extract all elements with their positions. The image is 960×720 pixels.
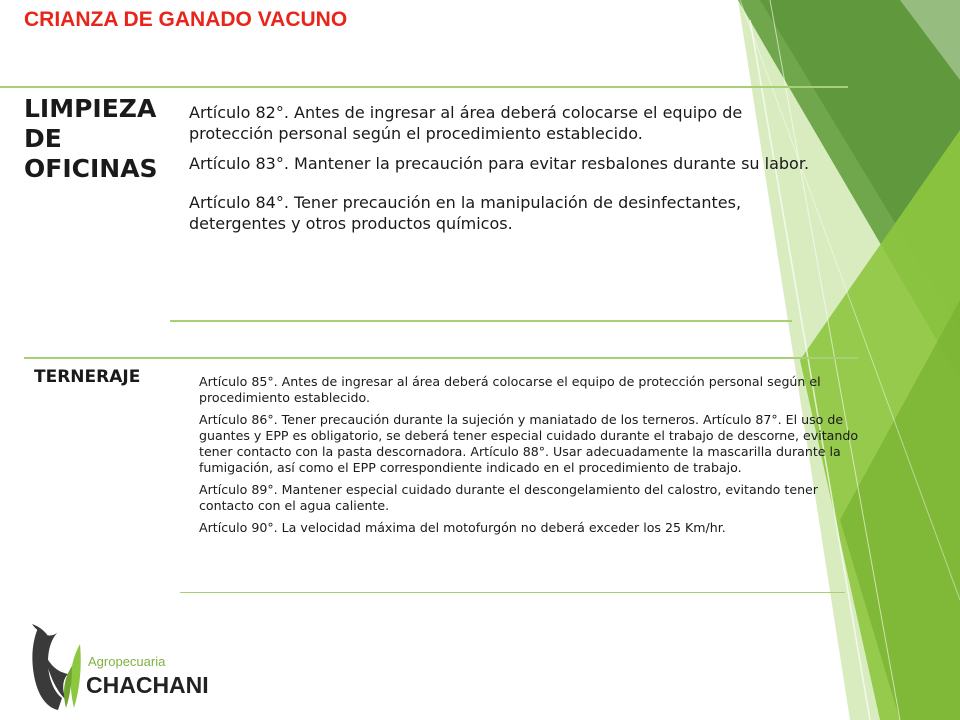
article-84: Artículo 84°. Tener precaución en la manipulación de desinfectantes, detergentes y otros productos químicos. [189, 193, 742, 233]
leaf-icon [64, 644, 81, 708]
page-title: CRIANZA DE GANADO VACUNO [24, 8, 348, 31]
article-list-terneraje [199, 374, 859, 542]
article-89: Artículo 89°. Mantener especial cuidado durante el descongelamiento del calostro, evitando tener contacto con el agua caliente. [199, 482, 818, 513]
article-90: Artículo 90°. La velocidad máxima del motofurgón no deberá exceder los 25 Km/hr. [199, 520, 726, 535]
article-85: Artículo 85°. Antes de ingresar al área deberá colocarse el equipo de protección personal según el procedimiento establecido. [199, 374, 821, 405]
article-82: Artículo 82°. Antes de ingresar al área deberá colocarse el equipo de protección personal según el procedimiento establecido. [189, 103, 743, 143]
article-83: Artículo 83°. Mantener la precaución para evitar resbalones durante su labor. [189, 154, 810, 173]
section-heading-limpieza: LIMPIEZA DE OFICINAS [24, 94, 158, 183]
logo-text-chachani: CHACHANI [86, 672, 209, 698]
section-heading-terneraje: TERNERAJE [34, 367, 141, 387]
cow-head-icon [32, 624, 68, 710]
logo-text-agropecuaria: Agropecuaria [88, 654, 166, 669]
divider-middle [170, 320, 792, 322]
article-list-limpieza [189, 102, 829, 243]
article-86-88: Artículo 86°. Tener precaución durante la sujeción y maniatado de los terneros. Artículo 87°. El uso de guantes y EPP es obligatorio, se deberá tener especial cuidado durante el trabajo de descorne, evitando tener contacto con la pasta descornadora. Artículo 88°. Usar adecuadamente la mascarilla durante la fumigación, así como el EPP correspondiente indicado en el procedimiento de trabajo. [199, 412, 859, 475]
divider-top [0, 86, 848, 88]
divider-bottom [180, 592, 845, 593]
divider-section [24, 357, 858, 359]
